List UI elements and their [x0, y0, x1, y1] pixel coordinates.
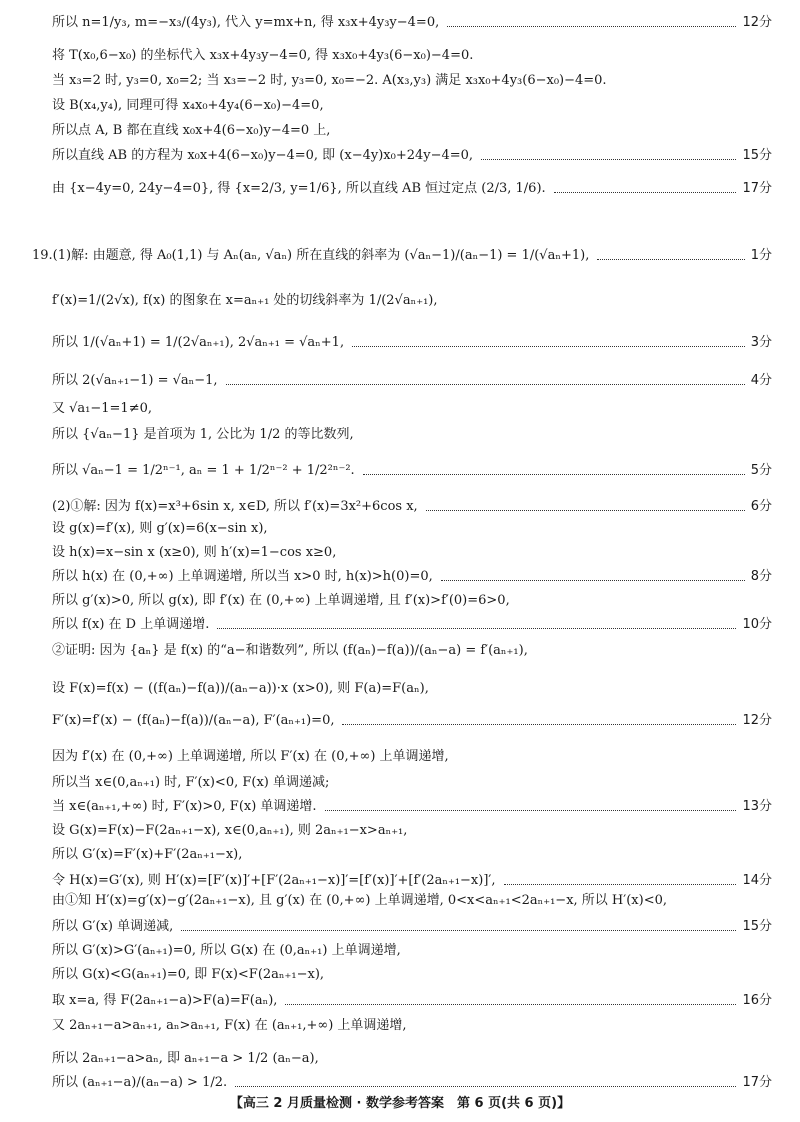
answer-line [52, 796, 772, 818]
score-label: 10分 [742, 617, 772, 632]
answer-line-text: 所以 G(x)<G(aₙ₊₁)=0, 即 F(x)<F(2aₙ₊₁−x), [52, 967, 325, 982]
answer-line-text: ②证明: 因为 {aₙ} 是 f(x) 的“a−和谐数列”, 所以 (f(aₙ)−f(a))/(aₙ−a) = f′(aₙ₊₁), [52, 643, 528, 658]
answer-line [52, 1072, 772, 1094]
answer-line [52, 424, 772, 446]
answer-line-text: 所以 2aₙ₊₁−a>aₙ, 即 aₙ₊₁−a > 1/2 (aₙ−a), [52, 1051, 319, 1066]
answer-line [52, 518, 772, 540]
answer-line [52, 12, 772, 34]
dot-leader [342, 724, 736, 725]
answer-line [52, 844, 772, 866]
answer-line-text: 所以 n=1/y₃, m=−x₃/(4y₃), 代入 y=mx+n, 得 x₃x+4y₃y−4=0, [52, 15, 440, 30]
answer-line-text: 所以 √aₙ−1 = 1/2ⁿ⁻¹, aₙ = 1 + 1/2ⁿ⁻² + 1/2²ⁿ⁻². [52, 463, 355, 478]
answer-line-text: 当 x₃=2 时, y₃=0, x₀=2; 当 x₃=−2 时, y₃=0, x₀=−2. A(x₃,y₃) 满足 x₃x₀+4y₃(6−x₀)−4=0. [52, 73, 607, 88]
answer-line-text: 所以 G′(x)>G′(aₙ₊₁)=0, 所以 G(x) 在 (0,aₙ₊₁) 上单调递增, [52, 943, 401, 958]
dot-leader [554, 192, 737, 193]
answer-line-text: 因为 f′(x) 在 (0,+∞) 上单调递增, 所以 F′(x) 在 (0,+∞) 上单调递增, [52, 749, 449, 764]
dot-leader [447, 26, 736, 27]
answer-line [52, 398, 772, 420]
answer-line-text: 设 G(x)=F(x)−F(2aₙ₊₁−x), x∈(0,aₙ₊₁), 则 2aₙ₊₁−x>aₙ₊₁, [52, 823, 408, 838]
score-label: 12分 [742, 713, 772, 728]
answer-line [52, 940, 772, 962]
score-label: 13分 [742, 799, 772, 814]
answer-line-text: f′(x)=1/(2√x), f(x) 的图象在 x=aₙ₊₁ 处的切线斜率为 1/(2√aₙ₊₁), [52, 293, 438, 308]
score-label: 15分 [742, 148, 772, 163]
score-label: 16分 [742, 993, 772, 1008]
dot-leader [504, 884, 737, 885]
answer-line [52, 120, 772, 142]
dot-leader [226, 384, 745, 385]
answer-line [52, 70, 772, 92]
answer-line [52, 1048, 772, 1070]
score-label: 14分 [742, 873, 772, 888]
dot-leader [235, 1086, 736, 1087]
score-label: 4分 [750, 373, 772, 388]
answer-line-text: 所以直线 AB 的方程为 x₀x+4(6−x₀)y−4=0, 即 (x−4y)x₀+24y−4=0, [52, 148, 474, 163]
dot-leader [481, 159, 736, 160]
answer-line [52, 640, 772, 662]
answer-line-text: 所以 2(√aₙ₊₁−1) = √aₙ−1, [52, 373, 218, 388]
score-label: 17分 [742, 1075, 772, 1090]
answer-line-text: 由 {x−4y=0, 24y−4=0}, 得 {x=2/3, y=1/6}, 所以直线 AB 恒过定点 (2/3, 1/6). [52, 181, 546, 196]
answer-line-text: 设 B(x₄,y₄), 同理可得 x₄x₀+4y₄(6−x₀)−4=0, [52, 98, 324, 113]
answer-line-text: 又 2aₙ₊₁−a>aₙ₊₁, aₙ>aₙ₊₁, F(x) 在 (aₙ₊₁,+∞) 上单调递增, [52, 1018, 407, 1033]
answer-line-text: 所以 g′(x)>0, 所以 g(x), 即 f′(x) 在 (0,+∞) 上单调递增, 且 f′(x)>f′(0)=6>0, [52, 593, 510, 608]
answer-line [52, 890, 772, 912]
answer-line-text: 设 F(x)=f(x) − ((f(aₙ)−f(a))/(aₙ−a))·x (x>0), 则 F(a)=F(aₙ), [52, 681, 429, 696]
answer-line-text: 19.(1)解: 由题意, 得 A₀(1,1) 与 Aₙ(aₙ, √aₙ) 所在直线的斜率为 (√aₙ−1)/(aₙ−1) = 1/(√aₙ+1), [32, 248, 590, 263]
page-footer: 【高三 2 月质量检测 · 数学参考答案 第 6 页(共 6 页)】 [229, 1096, 571, 1111]
answer-line [52, 990, 772, 1012]
score-label: 6分 [750, 499, 772, 514]
answer-line-text: 令 H(x)=G′(x), 则 H′(x)=[F′(x)]′+[F′(2aₙ₊₁−x)]′=[f′(x)]′+[f′(2aₙ₊₁−x)]′, [52, 873, 496, 888]
answer-line-text: 所以 f(x) 在 D 上单调递增. [52, 617, 210, 632]
answer-line [52, 710, 772, 732]
answer-line [52, 916, 772, 938]
answer-line-text: 又 √a₁−1=1≠0, [52, 401, 153, 416]
dot-leader [363, 474, 745, 475]
answer-line-text: 所以点 A, B 都在直线 x₀x+4(6−x₀)y−4=0 上, [52, 123, 331, 138]
answer-line [32, 245, 772, 267]
answer-line [52, 590, 772, 612]
score-label: 5分 [750, 463, 772, 478]
answer-line-text: 将 T(x₀,6−x₀) 的坐标代入 x₃x+4y₃y−4=0, 得 x₃x₀+4y₃(6−x₀)−4=0. [52, 48, 474, 63]
answer-line-text: 设 h(x)=x−sin x (x≥0), 则 h′(x)=1−cos x≥0, [52, 545, 337, 560]
answer-line-text: 所以 G′(x) 单调递减, [52, 919, 174, 934]
dot-leader [352, 346, 745, 347]
dot-leader [426, 510, 745, 511]
answer-line [52, 370, 772, 392]
answer-line [52, 145, 772, 167]
answer-line [52, 820, 772, 842]
answer-line-text: 所以当 x∈(0,aₙ₊₁) 时, F′(x)<0, F(x) 单调递减; [52, 775, 330, 790]
dot-leader [441, 580, 745, 581]
answer-line-text: 所以 {√aₙ−1} 是首项为 1, 公比为 1/2 的等比数列, [52, 427, 354, 442]
answer-line [52, 1015, 772, 1037]
answer-line-text: 所以 h(x) 在 (0,+∞) 上单调递增, 所以当 x>0 时, h(x)>h(0)=0, [52, 569, 433, 584]
answer-line-text: 设 g(x)=f′(x), 则 g′(x)=6(x−sin x), [52, 521, 268, 536]
answer-line-text: (2)①解: 因为 f(x)=x³+6sin x, x∈D, 所以 f′(x)=3x²+6cos x, [52, 499, 418, 514]
answer-line-text: 所以 G′(x)=F′(x)+F′(2aₙ₊₁−x), [52, 847, 243, 862]
answer-line-text: 所以 (aₙ₊₁−a)/(aₙ−a) > 1/2. [52, 1075, 228, 1090]
answer-line [52, 566, 772, 588]
answer-line [52, 45, 772, 67]
answer-line-text: F′(x)=f′(x) − (f(aₙ)−f(a))/(aₙ−a), F′(aₙ₊₁)=0, [52, 713, 335, 728]
score-label: 15分 [742, 919, 772, 934]
score-label: 17分 [742, 181, 772, 196]
answer-line [52, 678, 772, 700]
answer-line [52, 178, 772, 200]
answer-line [52, 746, 772, 768]
answer-line-text: 所以 1/(√aₙ+1) = 1/(2√aₙ₊₁), 2√aₙ₊₁ = √aₙ+1, [52, 335, 345, 350]
score-label: 1分 [750, 248, 772, 263]
dot-leader [325, 810, 737, 811]
score-label: 3分 [750, 335, 772, 350]
answer-line-text: 当 x∈(aₙ₊₁,+∞) 时, F′(x)>0, F(x) 单调递增. [52, 799, 317, 814]
dot-leader [285, 1004, 736, 1005]
answer-line [52, 614, 772, 636]
answer-line [52, 460, 772, 482]
answer-line [52, 542, 772, 564]
score-label: 8分 [750, 569, 772, 584]
answer-line [52, 332, 772, 354]
dot-leader [181, 930, 736, 931]
answer-line [52, 964, 772, 986]
answer-line-text: 由①知 H′(x)=g′(x)−g′(2aₙ₊₁−x), 且 g′(x) 在 (0,+∞) 上单调递增, 0<x<aₙ₊₁<2aₙ₊₁−x, 所以 H′(x)<0, [52, 893, 667, 908]
answer-line [52, 496, 772, 518]
answer-line-text: 取 x=a, 得 F(2aₙ₊₁−a)>F(a)=F(aₙ), [52, 993, 278, 1008]
answer-line [52, 772, 772, 794]
answer-line [52, 870, 772, 892]
dot-leader [217, 628, 736, 629]
answer-line [52, 290, 772, 312]
score-label: 12分 [742, 15, 772, 30]
dot-leader [597, 259, 744, 260]
answer-line [52, 95, 772, 117]
